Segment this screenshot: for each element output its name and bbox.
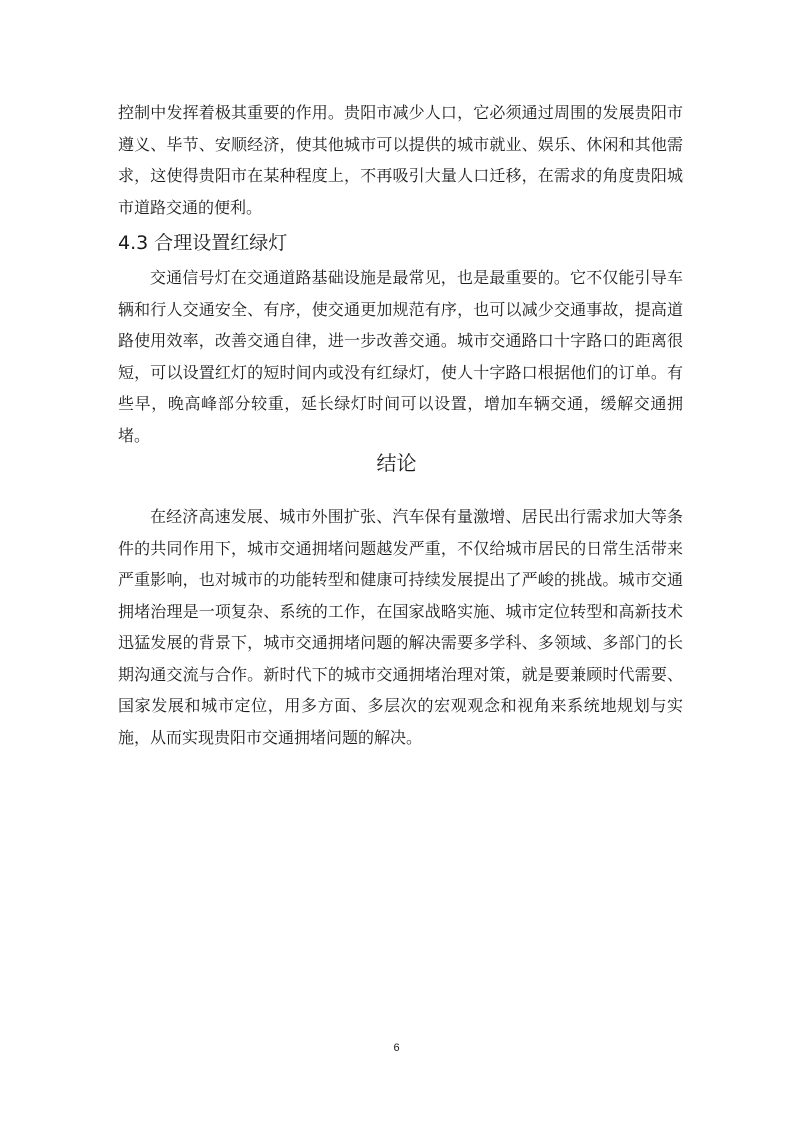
- section-heading: 4.3 合理设置红绿灯: [118, 232, 288, 254]
- page-number: 6: [393, 1042, 400, 1054]
- body-paragraph-conclusion: 在经济高速发展、城市外围扩张、汽车保有量激增、居民出行需求加大等条件的共同作用下，城市交通拥堵问题越发严重，不仅给城市居民的日常生活带来严重影响，也对城市的功能转型和健康可持续发展提出了严峻的挑战。城市交通拥堵治理是一项复杂、系统的工作，在国家战略实施、城市定位转型和高新技术迅猛发展的背景下，城市交通拥堵问题的解决需要多学科、多领域、多部门的长期沟通交流与合作。新时代下的城市交通拥堵治理对策，就是要兼顾时代需要、国家发展和城市定位，用多方面、多层次的宏观观念和视角来系统地规划与实施，从而实现贵阳市交通拥堵问题的解决。: [118, 507, 683, 747]
- conclusion-heading: 结论: [376, 451, 417, 475]
- body-paragraph-continued: 控制中发挥着极其重要的作用。贵阳市减少人口，它必须通过周围的发展贵阳市遵义、毕节、安顺经济，使其他城市可以提供的城市就业、娱乐、休闲和其他需求，这使得贵阳市在某种程度上，不再吸引大量人口迁移，在需求的角度贵阳城市道路交通的便利。: [118, 103, 683, 217]
- body-paragraph-traffic-lights: 交通信号灯在交通道路基础设施是最常见，也是最重要的。它不仅能引导车辆和行人交通安全、有序，使交通更加规范有序，也可以减少交通事故，提高道路使用效率，改善交通自律，进一步改善交通。城市交通路口十字路口的距离很短，可以设置红灯的短时间内或没有红绿灯，使人十字路口根据他们的订单。有些早，晚高峰部分较重，延长绿灯时间可以设置，增加车辆交通，缓解交通拥堵。: [118, 268, 683, 445]
